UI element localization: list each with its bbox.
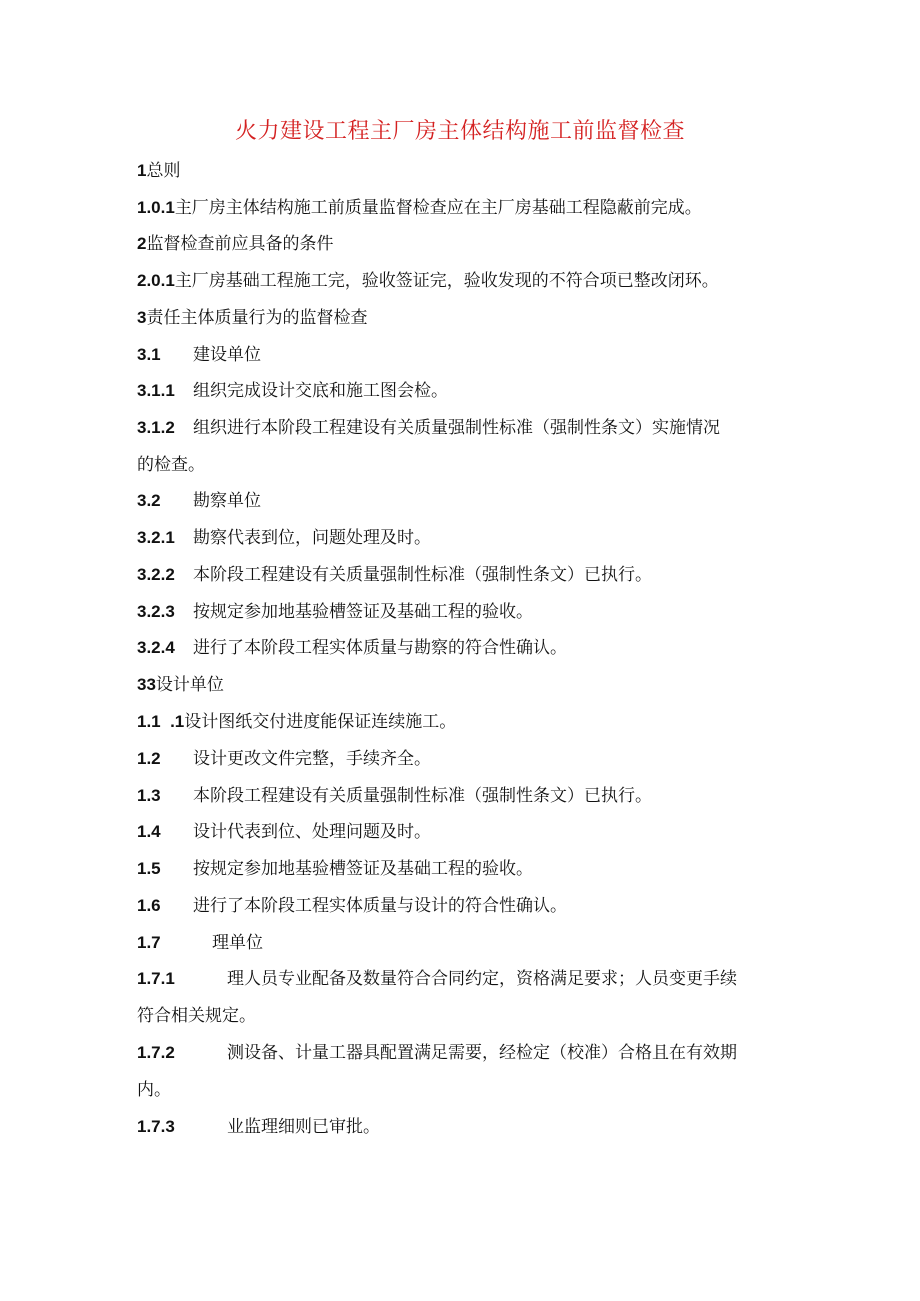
section-text: 主厂房主体结构施工前质量监督检查应在主厂房基础工程隐蔽前完成。 [174, 198, 702, 218]
line-1-5 [137, 856, 533, 882]
section-text: 勘察代表到位，问题处理及时。 [193, 528, 431, 548]
section-number: 3.2.3 [137, 602, 175, 621]
line-1-3 [137, 783, 652, 809]
section-number: 1 [137, 161, 147, 180]
section-number: 1.7.2 [137, 1043, 175, 1062]
line-3-2-3 [137, 599, 533, 625]
section-text: 的检查。 [137, 455, 205, 475]
line-1-7-1-cont [137, 1003, 256, 1029]
section-text: 责任主体质量行为的监督检查 [146, 308, 368, 328]
section-text: 总则 [146, 161, 181, 181]
line-3-1-2-cont [137, 452, 205, 478]
section-number: 3.2.1 [137, 528, 175, 547]
section-text: 符合相关规定。 [137, 1006, 256, 1026]
line-1-7-2-cont [137, 1077, 171, 1103]
section-number: 3.2.4 [137, 638, 175, 657]
section-number: 1.7 [137, 933, 161, 952]
section-text: 设计单位 [155, 675, 224, 695]
section-number: 2.0.1 [137, 271, 175, 290]
line-1-6 [137, 893, 567, 919]
section-number: 3.1 [137, 345, 161, 364]
line-3 [137, 305, 367, 331]
section-number: 1.3 [137, 786, 161, 805]
section-number: 3.1.1 [137, 381, 175, 400]
section-text: 设计图纸交付进度能保证连续施工。 [184, 712, 457, 732]
section-number: 1.5 [137, 859, 161, 878]
section-number: 1.7.3 [137, 1117, 175, 1136]
section-number: 1.7.1 [137, 969, 175, 988]
section-text: 组织进行本阶段工程建设有关质量强制性标准（强制性条文）实施情况 [193, 418, 720, 438]
section-number: 2 [137, 234, 147, 253]
section-text: 测设备、计量工器具配置满足需要，经检定（校准）合格且在有效期 [227, 1043, 737, 1063]
section-text: 按规定参加地基验槽签证及基础工程的验收。 [193, 602, 533, 622]
section-text: 内。 [137, 1080, 171, 1100]
section-number: 1.6 [137, 896, 161, 915]
section-text: 本阶段工程建设有关质量强制性标准（强制性条文）已执行。 [193, 786, 652, 806]
line-2 [137, 231, 333, 257]
line-1-7-1 [137, 966, 737, 992]
section-text: 本阶段工程建设有关质量强制性标准（强制性条文）已执行。 [193, 565, 652, 585]
line-3-1-1 [137, 378, 448, 404]
line-3-2-1 [137, 525, 431, 551]
section-text: 理人员专业配备及数量符合合同约定，资格满足要求；人员变更手续 [227, 969, 737, 989]
line-1-7-2 [137, 1040, 737, 1066]
section-number: 1.4 [137, 822, 161, 841]
section-text: 业监理细则已审批。 [227, 1117, 380, 1137]
line-3-2-2 [137, 562, 652, 588]
section-number: 1.0.1 [137, 198, 175, 217]
section-text: 组织完成设计交底和施工图会检。 [193, 381, 448, 401]
section-text: 监督检查前应具备的条件 [146, 234, 334, 254]
section-number: 3 [137, 308, 147, 327]
line-3-2-4 [137, 635, 567, 661]
section-text: 按规定参加地基验槽签证及基础工程的验收。 [193, 859, 533, 879]
line-1-4 [137, 819, 431, 845]
line-33 [137, 672, 224, 698]
line-3-2 [137, 488, 261, 514]
line-1-2 [137, 746, 431, 772]
section-number: 1.1 .1 [137, 712, 185, 731]
line-1-7 [137, 930, 263, 956]
section-text: 进行了本阶段工程实体质量与勘察的符合性确认。 [193, 638, 567, 658]
section-number: 3.2 [137, 491, 161, 510]
section-text: 设计代表到位、处理问题及时。 [193, 822, 431, 842]
section-number: 33 [137, 675, 156, 694]
line-1-0-1 [137, 195, 702, 221]
document-title: 火力建设工程主厂房主体结构施工前监督检查 [234, 119, 685, 144]
line-1 [137, 158, 180, 184]
section-text: 建设单位 [193, 345, 261, 365]
section-number: 1.2 [137, 749, 161, 768]
section-text: 勘察单位 [193, 491, 261, 511]
section-number: 3.2.2 [137, 565, 175, 584]
line-1-7-3 [137, 1114, 380, 1140]
line-2-0-1 [137, 268, 719, 294]
line-3-1 [137, 342, 261, 368]
section-text: 理单位 [212, 933, 263, 953]
section-text: 设计更改文件完整，手续齐全。 [193, 749, 431, 769]
section-text: 进行了本阶段工程实体质量与设计的符合性确认。 [193, 896, 567, 916]
line-3-1-2 [137, 415, 720, 441]
section-text: 主厂房基础工程施工完，验收签证完，验收发现的不符合项已整改闭环。 [174, 271, 719, 291]
section-number: 3.1.2 [137, 418, 175, 437]
line-1-1-1 [137, 709, 456, 735]
